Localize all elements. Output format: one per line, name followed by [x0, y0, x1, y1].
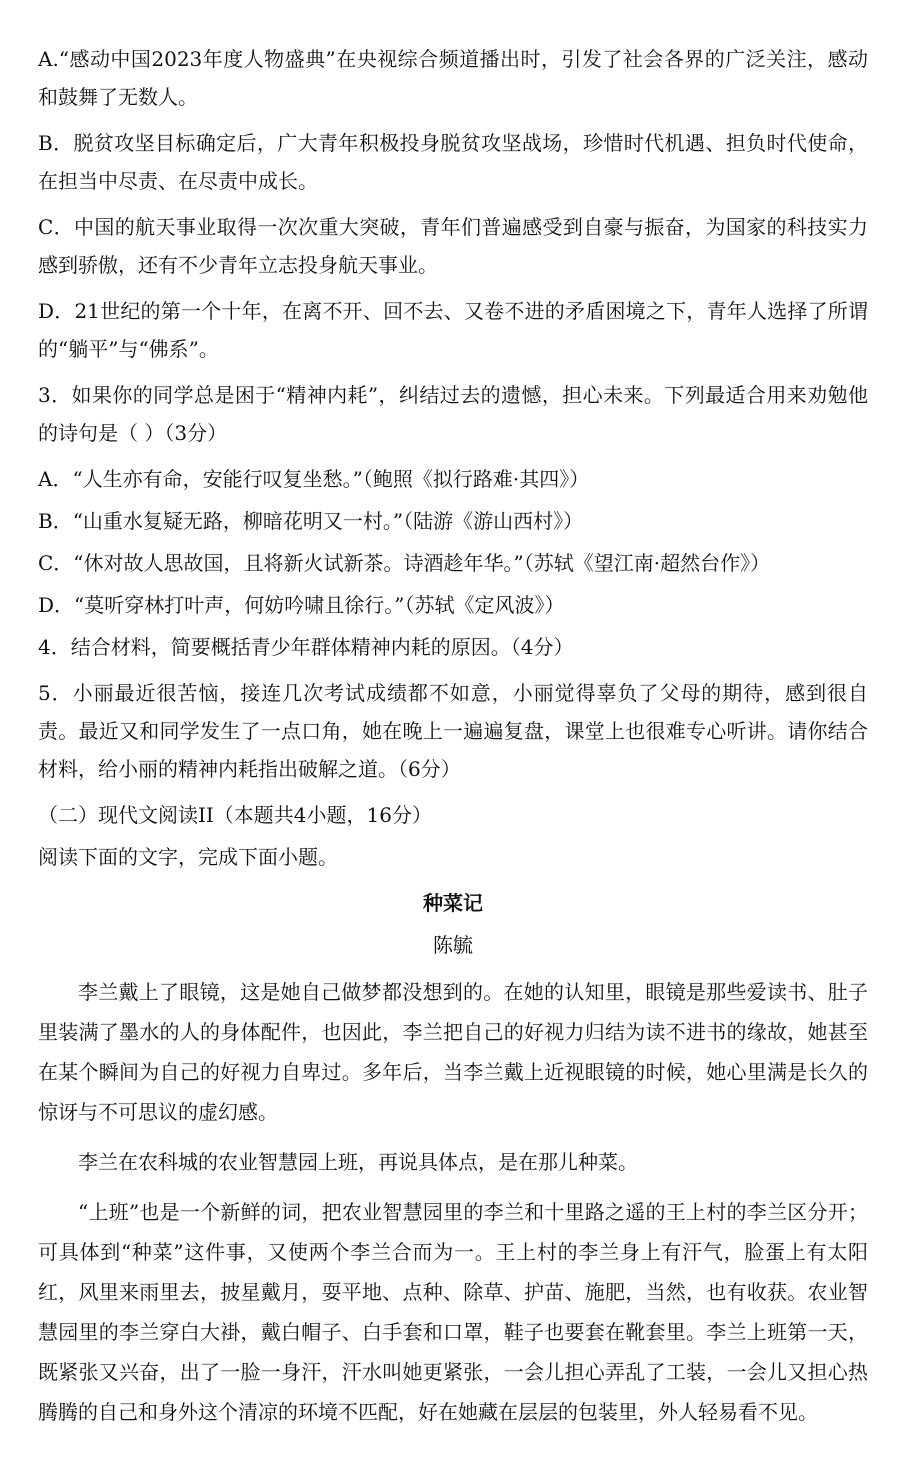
section-heading: （二）现代文阅读II（本题共4小题，16分） — [38, 803, 432, 827]
question-4: 4．结合材料，简要概括青少年群体精神内耗的原因。（4分） — [38, 635, 574, 659]
article-author: 陈毓 — [433, 933, 473, 957]
option-q3-a: A．“人生亦有命，安能行叹复坐愁。”（鲍照《拟行路难·其四》） — [38, 467, 590, 491]
option-q3-b: B．“山重水复疑无路，柳暗花明又一村。”（陆游《游山西村》） — [38, 509, 584, 533]
reading-instruction: 阅读下面的文字，完成下面小题。 — [38, 845, 338, 869]
article-paragraph-3: “上班”也是一个新鲜的词，把农业智慧园里的李兰和十里路之遥的王上村的李兰区分开；可具体到“种菜”这件事，又使两个李兰合而为一。王上村的李兰身上有汗气，脸蛋上有太阳红，风里来雨里去，披星戴月，耍平地、点种、除草、护苗、施肥，当然，也有收获。农业智慧园里的李兰穿白大褂，戴白帽子、白手套和口罩，鞋子也要套在靴套里。李兰上班第一天，既紧张又兴奋，出了一脸一身汗，汗水叫她更紧张，一会儿担心弄乱了工装，一会儿又担心热腾腾的自己和身外这个清凉的环境不匹配，好在她藏在层层的包装里，外人轻易看不见。 — [38, 1200, 868, 1424]
question-3-stem: 3．如果你的同学总是困于“精神内耗”，纠结过去的遗憾，担心未来。下列最适合用来劝勉他的诗句是（ ）（3分） — [38, 383, 868, 445]
option-q3-d: D．“莫听穿林打叶声，何妨吟啸且徐行。”（苏轼《定风波》） — [38, 593, 565, 617]
article-paragraph-2: 李兰在农科城的农业智慧园上班，再说具体点，是在那儿种菜。 — [78, 1150, 638, 1174]
option-q2-a: A.“感动中国2023年度人物盛典”在央视综合频道播出时，引发了社会各界的广泛关注，感动和鼓舞了无数人。 — [38, 47, 868, 109]
question-5: 5．小丽最近很苦恼，接连几次考试成绩都不如意，小丽觉得辜负了父母的期待，感到很自责。最近又和同学发生了一点口角，她在晚上一遍遍复盘，课堂上也很难专心听讲。请你结合材料，给小丽的精神内耗指出破解之道。（6分） — [38, 681, 868, 781]
option-q2-c: C．中国的航天事业取得一次次重大突破，青年们普遍感受到自豪与振奋，为国家的科技实力感到骄傲，还有不少青年立志投身航天事业。 — [38, 215, 868, 277]
option-q2-d: D．21世纪的第一个十年，在离不开、回不去、又卷不进的矛盾困境之下，青年人选择了所谓的“躺平”与“佛系”。 — [38, 299, 868, 361]
option-q3-c: C．“休对故人思故国，且将新火试新茶。诗酒趁年华。”（苏轼《望江南·超然台作》） — [38, 551, 771, 575]
option-q2-b: B．脱贫攻坚目标确定后，广大青年积极投身脱贫攻坚战场，珍惜时代机遇、担负时代使命，在担当中尽责、在尽责中成长。 — [38, 131, 868, 193]
article-title: 种菜记 — [423, 891, 483, 915]
article-paragraph-1: 李兰戴上了眼镜，这是她自己做梦都没想到的。在她的认知里，眼镜是那些爱读书、肚子里装满了墨水的人的身体配件，也因此，李兰把自己的好视力归结为读不进书的缘故，她甚至在某个瞬间为自己的好视力自卑过。多年后，当李兰戴上近视眼镜的时候，她心里满是长久的惊讶与不可思议的虚幻感。 — [38, 980, 868, 1124]
